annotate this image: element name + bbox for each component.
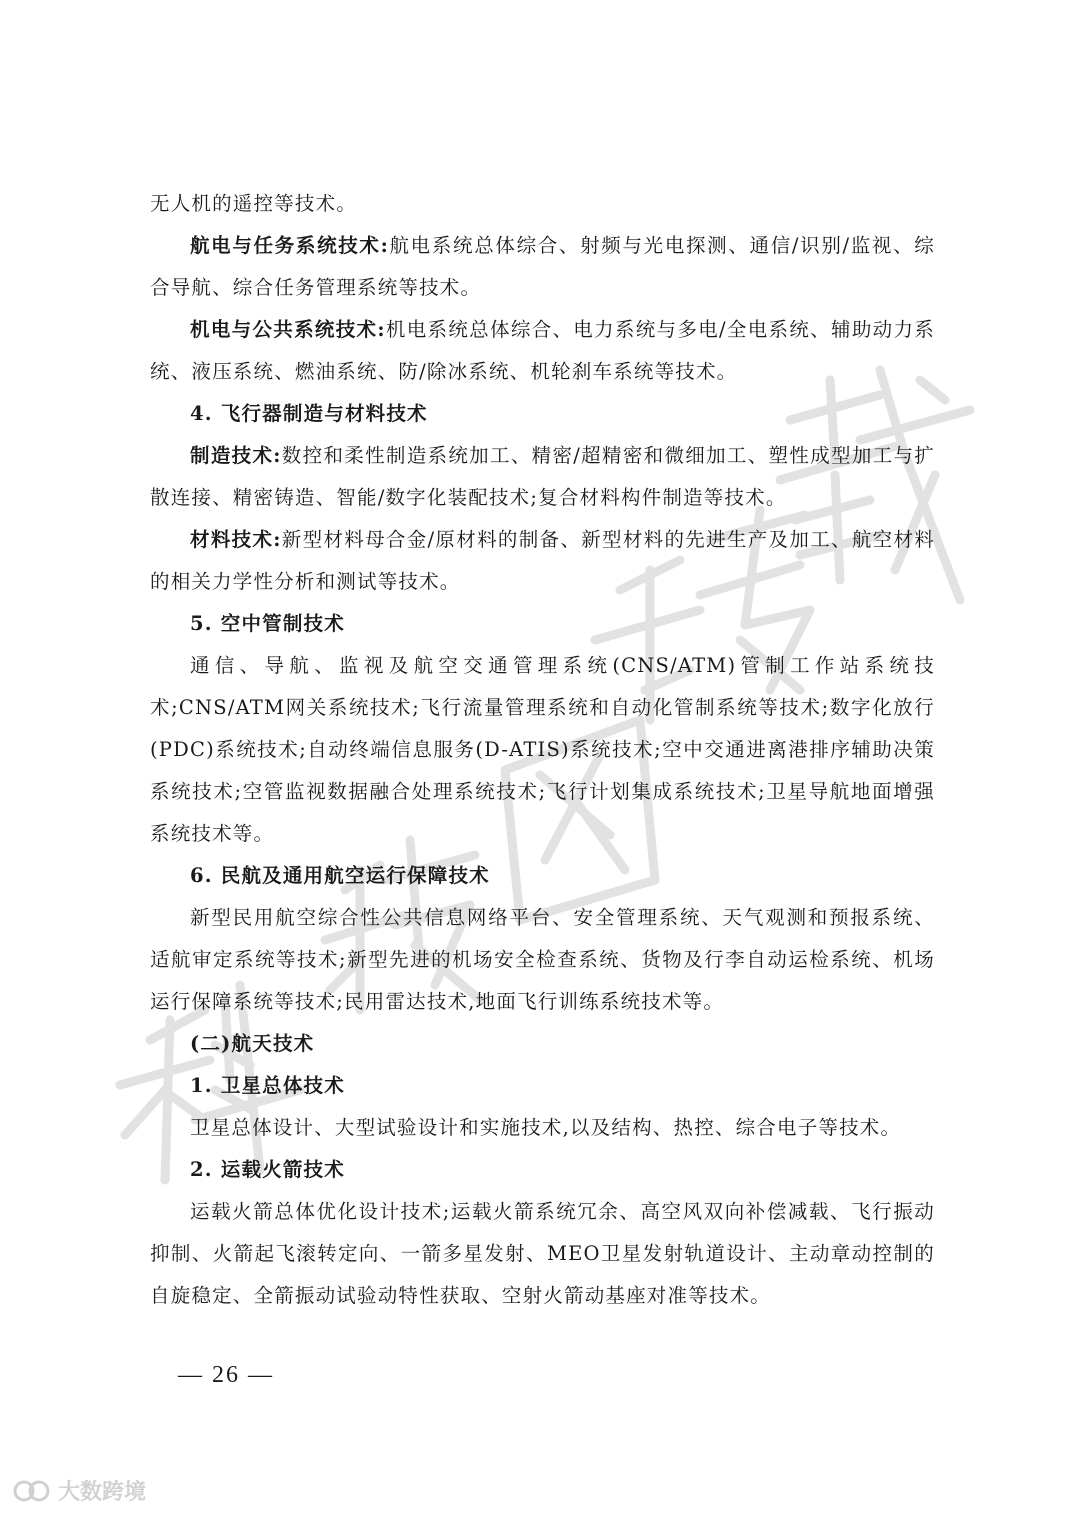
paragraph-13: 卫星总体设计、大型试验设计和实施技术,以及结构、热控、综合电子等技术。 bbox=[190, 1116, 902, 1139]
paragraph-3 bbox=[150, 309, 935, 393]
section-heading: 1. 卫星总体技术 bbox=[190, 1074, 345, 1097]
paragraph-2 bbox=[150, 225, 935, 309]
item-label: 机电与公共系统技术: bbox=[190, 318, 386, 341]
paragraph-text: 航电系统总体综合、射频与光电探测、通信/识别/监视、综合导航、综合任务管理系统等技术。 bbox=[150, 234, 935, 299]
logo-text: 大数跨境 bbox=[58, 1480, 147, 1505]
document-body bbox=[150, 183, 935, 1317]
source-logo bbox=[12, 1475, 146, 1506]
section-heading: (二)航天技术 bbox=[190, 1032, 315, 1055]
section-heading: 6. 民航及通用航空运行保障技术 bbox=[190, 864, 490, 887]
section-heading: 5. 空中管制技术 bbox=[190, 612, 345, 635]
paragraph-text: 无人机的遥控等技术。 bbox=[150, 192, 358, 215]
item-label: 制造技术: bbox=[190, 444, 282, 467]
logo-icon bbox=[12, 1476, 52, 1506]
item-label: 航电与任务系统技术: bbox=[190, 234, 390, 257]
paragraph-10: 新型民用航空综合性公共信息网络平台、安全管理系统、天气观测和预报系统、适航审定系统等技术;新型先进的机场安全检查系统、货物及行李自动运检系统、机场运行保障系统等技术;民用雷达技术,地面飞行训练系统技术等。 bbox=[150, 906, 935, 1013]
item-label: 材料技术: bbox=[190, 528, 282, 551]
paragraph-6 bbox=[150, 519, 935, 603]
section-heading: 2. 运载火箭技术 bbox=[190, 1158, 345, 1181]
section-heading: 4. 飞行器制造与材料技术 bbox=[190, 402, 428, 425]
paragraph-text: 新型材料母合金/原材料的制备、新型材料的先进生产及加工、航空材料的相关力学性分析和测试等技术。 bbox=[150, 528, 935, 593]
paragraph-5 bbox=[150, 435, 935, 519]
paragraph-text: 机电系统总体综合、电力系统与多电/全电系统、辅助动力系统、液压系统、燃油系统、防/除冰系统、机轮刹车系统等技术。 bbox=[150, 318, 935, 383]
paragraph-1 bbox=[150, 183, 935, 225]
paragraph-15: 运载火箭总体优化设计技术;运载火箭系统冗余、高空风双向补偿减载、飞行振动抑制、火箭起飞滚转定向、一箭多星发射、MEO卫星发射轨道设计、主动章动控制的自旋稳定、全箭振动试验动特性获取、空射火箭动基座对准等技术。 bbox=[150, 1200, 935, 1307]
paragraph-8: 通信、导航、监视及航空交通管理系统(CNS/ATM)管制工作站系统技术;CNS/ATM网关系统技术;飞行流量管理系统和自动化管制系统等技术;数字化放行(PDC)系统技术;自动终端信息服务(D-ATIS)系统技术;空中交通进离港排序辅助决策系统技术;空管监视数据融合处理系统技术;飞行计划集成系统技术;卫星导航地面增强系统技术等。 bbox=[150, 654, 935, 845]
paragraph-text: 数控和柔性制造系统加工、精密/超精密和微细加工、塑性成型加工与扩散连接、精密铸造、智能/数字化装配技术;复合材料构件制造等技术。 bbox=[150, 444, 935, 509]
page-number: — 26 — bbox=[178, 1362, 274, 1388]
